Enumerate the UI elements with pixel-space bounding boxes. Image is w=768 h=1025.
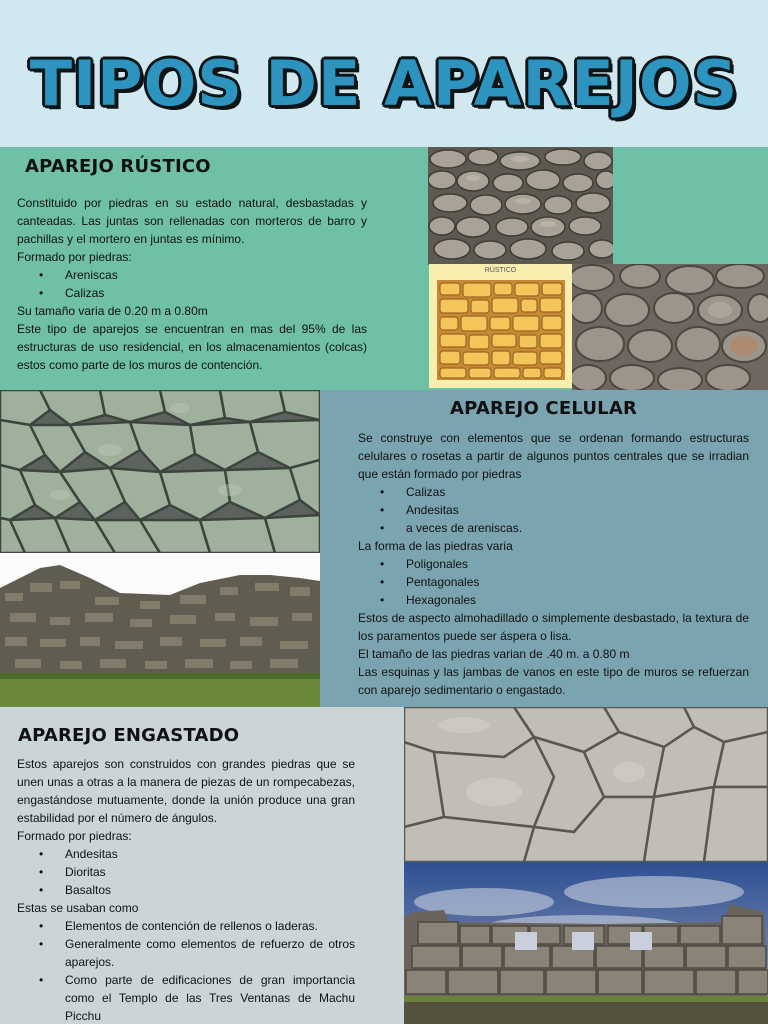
rustico-formado: Formado por piedras: xyxy=(17,250,132,264)
list-item: • Elementos de contención de rellenos o laderas. xyxy=(17,917,355,935)
rustico-diagram xyxy=(429,264,572,388)
engastado-para1: Estos aparejos son construidos con grandes piedras que se unen unas a otras a la manera de piezas de un rompecabezas, engastándose mutuamente, donde la unión produce una gran estabilidad por el número de ángulos. xyxy=(17,757,355,825)
celular-para1: Se construye con elementos que se ordenan formando estructuras celulares o rosetas a partir de algunos puntos centrales que se irradian que están formado por piedras xyxy=(358,431,749,481)
celular-heading: APAREJO CELULAR xyxy=(450,398,638,419)
list-item: • Calizas xyxy=(358,483,749,501)
list-item: • Pentagonales xyxy=(358,573,749,591)
list-item: • Andesitas xyxy=(358,501,749,519)
rustico-text xyxy=(17,194,367,374)
rustico-heading: APAREJO RÚSTICO xyxy=(25,156,211,177)
celular-ruins-photo xyxy=(0,553,320,707)
celular-para3: Las esquinas y las jambas de vanos en este tipo de muros se refuerzan con aparejo sedimentario o engastado. xyxy=(358,665,749,697)
list-item: • Andesitas xyxy=(17,845,355,863)
list-item: • Como parte de edificaciones de gran importancia como el Templo de las Tres Ventanas de Machu Picchu xyxy=(17,971,355,1025)
list-item: • Hexagonales xyxy=(358,591,749,609)
celular-wall-photo xyxy=(0,390,320,553)
celular-size: El tamaño de las piedras varian de .40 m. a 0.80 m xyxy=(358,647,630,661)
list-item: • Areniscas xyxy=(17,266,367,284)
engastado-stone-list xyxy=(17,845,355,899)
rustico-para1: Constituido por piedras en su estado natural, desbastadas y canteadas. Las juntas son rellenadas con morteros de barro y pachillas y el mortero en juntas es mínimo. xyxy=(17,196,367,246)
engastado-use-list xyxy=(17,917,355,1025)
celular-stone-list xyxy=(358,483,749,537)
list-item: • Calizas xyxy=(17,284,367,302)
list-item: • Poligonales xyxy=(358,555,749,573)
engastado-usaban: Estas se usaban como xyxy=(17,901,139,915)
celular-forma: La forma de las piedras varia xyxy=(358,539,513,553)
rustico-stone-list xyxy=(17,266,367,302)
celular-shape-list xyxy=(358,555,749,609)
list-item: • Basaltos xyxy=(17,881,355,899)
rustico-diagram-label: RÚSTICO xyxy=(484,267,517,274)
page-title: TIPOS DE APAREJOS xyxy=(29,47,739,120)
list-item: • Generalmente como elementos de refuerzo de otros aparejos. xyxy=(17,935,355,971)
engastado-wall-photo xyxy=(404,707,768,862)
engastado-temple-photo xyxy=(404,862,768,1024)
rustico-stones-photo xyxy=(572,264,768,390)
celular-text xyxy=(358,429,749,699)
celular-para2: Estos de aspecto almohadillado o simplemente desbastado, la textura de los paramentos puede ser áspera o lisa. xyxy=(358,611,749,643)
rustico-para2: Este tipo de aparejos se encuentran en mas del 95% de las estructuras de uso residencial, en los almacenamientos (colcas) estos como parte de los muros de contención. xyxy=(17,322,367,372)
engastado-formado: Formado por piedras: xyxy=(17,829,132,843)
rustico-size: Su tamaño varia de 0.20 m a 0.80m xyxy=(17,304,208,318)
engastado-heading: APAREJO ENGASTADO xyxy=(18,725,240,746)
list-item: • Dioritas xyxy=(17,863,355,881)
engastado-text xyxy=(17,755,355,1025)
list-item: • a veces de areniscas. xyxy=(358,519,749,537)
rustico-wall-photo xyxy=(428,147,613,265)
